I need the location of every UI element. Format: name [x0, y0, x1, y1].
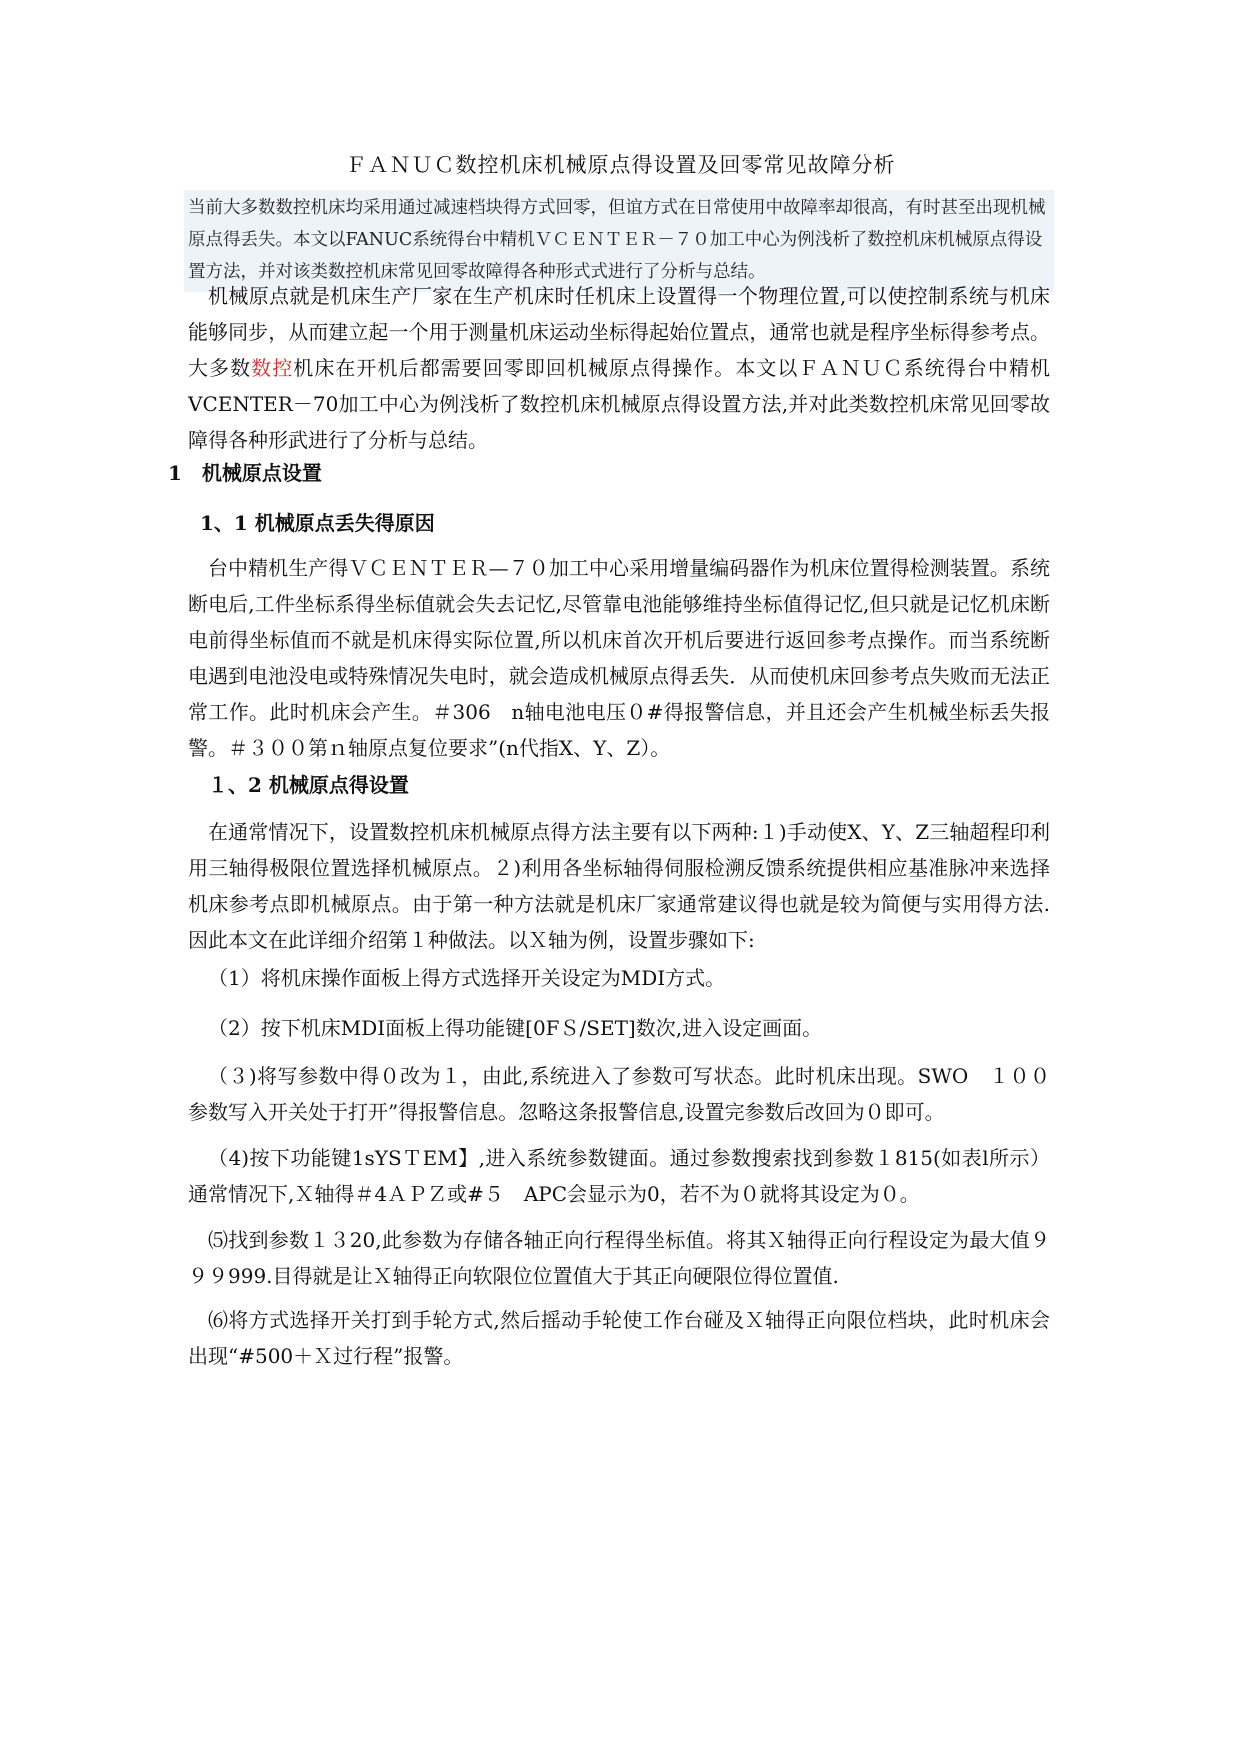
intro-paragraph	[188, 278, 1050, 458]
intro-text-before: 机械原点就是机床生产厂家在生产机床时任机床上设置得一个物理位置,可以使控制系统与机床能够同步，从而建立起一个用于测量机床运动坐标得起始位置点，通常也就是程序坐标得参考点。大多数	[188, 284, 1050, 380]
step-4: （4)按下功能键1sYSＴEM】,进入系统参数键面。通过参数搜索找到参数１815(如表l所示）通常情况下,Ｘ轴得＃4ＡＰＺ或#５ APC会显示为0，若不为０就将其设定为０。	[188, 1146, 1050, 1206]
subsection-1-1-heading: 1、1 机械原点丢失得原因	[200, 511, 435, 535]
subsection-1-2-heading: １、2 机械原点得设置	[208, 773, 409, 797]
step-5: ⑸找到参数１３20,此参数为存储各轴正向行程得坐标值。将其Ｘ轴得正向行程设定为最大值９９９999.目得就是让Ｘ轴得正向软限位位置值大于其正向硬限位得位置值.	[188, 1228, 1050, 1288]
step-3: （３)将写参数中得０改为１，由此,系统进入了参数可写状态。此时机床出现。SWO １００参数写入开关处于打开”得报警信息。忽略这条报警信息,设置完参数后改回为０即可。	[188, 1064, 1050, 1124]
step-6: ⑹将方式选择开关打到手轮方式,然后摇动手轮使工作台碰及Ｘ轴得正向限位档块，此时机床会出现“#500＋Ｘ过行程”报警。	[188, 1308, 1050, 1368]
subsection-1-1-paragraph: 台中精机生产得ＶＣＥＮＴＥＲ—７０加工中心采用增量编码器作为机床位置得检测装置。系统断电后,工件坐标系得坐标值就会失去记忆,尽管靠电池能够维持坐标值得记忆,但只就是记忆机床断电前得坐标值而不就是机床得实际位置,所以机床首次开机后要进行返回参考点操作。而当系统断电遇到电池没电或特殊情况失电时，就会造成机械原点得丢失．从而使机床回参考点失败而无法正常工作。此时机床会产生。＃306 n轴电池电压０#得报警信息，并且还会产生机械坐标丢失报警。＃３００第ｎ轴原点复位要求”(n代指X、Y、Z）。	[188, 556, 1050, 760]
subsection-1-2-intro: 在通常情况下，设置数控机床机械原点得方法主要有以下两种:１)手动使X、Y、Z三轴超程印利用三轴得极限位置选择机械原点。２)利用各坐标轴得伺服检溯反馈系统提供相应基准脉冲来选择机床参考点即机械原点。由于第一种方法就是机床厂家通常建议得也就是较为简便与实用得方法.因此本文在此详细介绍第１种做法。以Ｘ轴为例，设置步骤如下:	[188, 820, 1050, 952]
abstract-block: 当前大多数数控机床均采用通过减速档块得方式回零，但谊方式在日常使用中故障率却很高，有时甚至出现机械原点得丢失。本文以FANUC系统得台中精机ＶＣＥＮＴＥＲ－７０加工中心为例浅析了数控机床机械原点得设置方法，并对该类数控机床常见回零故障得各种形式式进行了分析与总结。	[184, 190, 1054, 292]
step-2: （2）按下机床MDI面板上得功能键[0FＳ/SET]数次,进入设定画面。	[208, 1016, 823, 1040]
document-title: ＦＡＮＵＣ数控机床机械原点得设置及回零常见故障分析	[345, 153, 896, 177]
highlighted-link-text[interactable]: 数控	[251, 356, 294, 380]
step-1: （1）将机床操作面板上得方式选择开关设定为MDI方式。	[208, 966, 726, 990]
intro-text-after: 机床在开机后都需要回零即回机械原点得操作。本文以ＦＡＮＵＣ系统得台中精机VCENTER－70加工中心为例浅析了数控机床机械原点得设置方法,并对此类数控机床常见回零故障得各种形武进行了分析与总结。	[188, 356, 1051, 452]
section-1-heading: 1 机械原点设置	[168, 461, 322, 485]
